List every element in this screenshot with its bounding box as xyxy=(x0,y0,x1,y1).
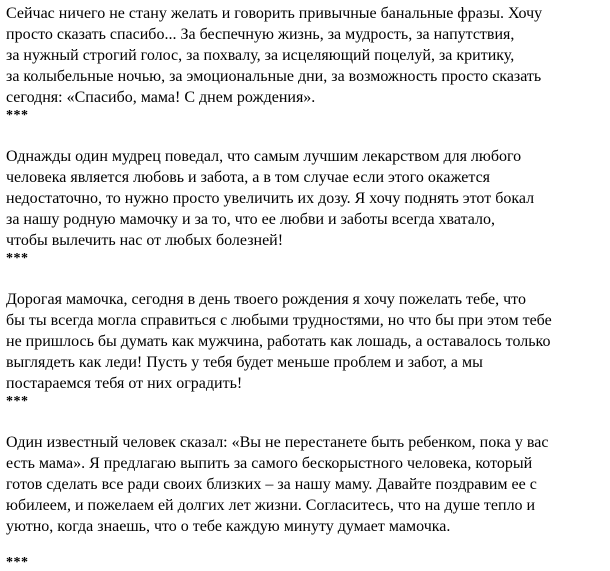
text-line: чтобы вылечить нас от любых болезней! xyxy=(6,232,284,249)
text-line: сегодня: «Спасибо, мама! С днем рождения». xyxy=(6,89,316,106)
separator: *** xyxy=(6,394,29,409)
paragraph-4 xyxy=(6,432,606,537)
text-line: не пришлось бы думать как мужчина, работать как лошадь, а оставалось только xyxy=(6,333,551,350)
text-line: Дорогая мамочка, сегодня в день твоего рождения я хочу пожелать тебе, что xyxy=(6,291,526,308)
paragraph-2 xyxy=(6,146,606,251)
text-line: за нужный строгий голос, за похвалу, за исцеляющий поцелуй, за критику, xyxy=(6,47,515,64)
paragraph-1 xyxy=(6,3,606,108)
text-line: за нашу родную мамочку и за то, что ее любви и заботы всегда хватало, xyxy=(6,211,495,228)
text-line: постараемся тебя от них оградить! xyxy=(6,375,243,392)
separator: *** xyxy=(6,555,29,570)
text-line: бы ты всегда могла справиться с любыми трудностями, но что бы при этом тебе xyxy=(6,312,552,329)
separator: *** xyxy=(6,108,29,123)
text-line: недостаточно, то нужно просто увеличить их дозу. Я хочу поднять этот бокал xyxy=(6,190,535,207)
text-line: юбилеем, и пожелаем ей долгих лет жизни. Согласитесь, что на душе тепло и xyxy=(6,497,536,514)
text-line: человека является любовь и забота, а в том случае если этого окажется xyxy=(6,169,491,186)
text-line: выглядеть как леди! Пусть у тебя будет меньше проблем и забот, а мы xyxy=(6,354,483,371)
text-line: есть мама». Я предлагаю выпить за самого бескорыстного человека, который xyxy=(6,455,533,472)
text-line: Сейчас ничего не стану желать и говорить привычные банальные фразы. Хочу xyxy=(6,5,543,22)
text-line: просто сказать спасибо... За беспечную жизнь, за мудрость, за напутствия, xyxy=(6,26,515,43)
paragraph-gap xyxy=(6,410,606,432)
paragraph-gap xyxy=(6,267,606,289)
text-line: за колыбельные ночью, за эмоциональные дни, за возможность просто сказать xyxy=(6,68,542,85)
separator: *** xyxy=(6,251,29,266)
paragraph-3 xyxy=(6,289,606,394)
paragraph-gap xyxy=(6,124,606,146)
text-line: готов сделать все ради своих близких – за нашу маму. Давайте поздравим ее с xyxy=(6,476,537,493)
text-line: Один известный человек сказал: «Вы не перестанете быть ребенком, пока у вас xyxy=(6,434,549,451)
text-line: Однажды один мудрец поведал, что самым лучшим лекарством для любого xyxy=(6,148,522,165)
text-line: уютно, когда знаешь, что о тебе каждую минуту думает мамочка. xyxy=(6,518,451,535)
document-body xyxy=(6,3,606,571)
